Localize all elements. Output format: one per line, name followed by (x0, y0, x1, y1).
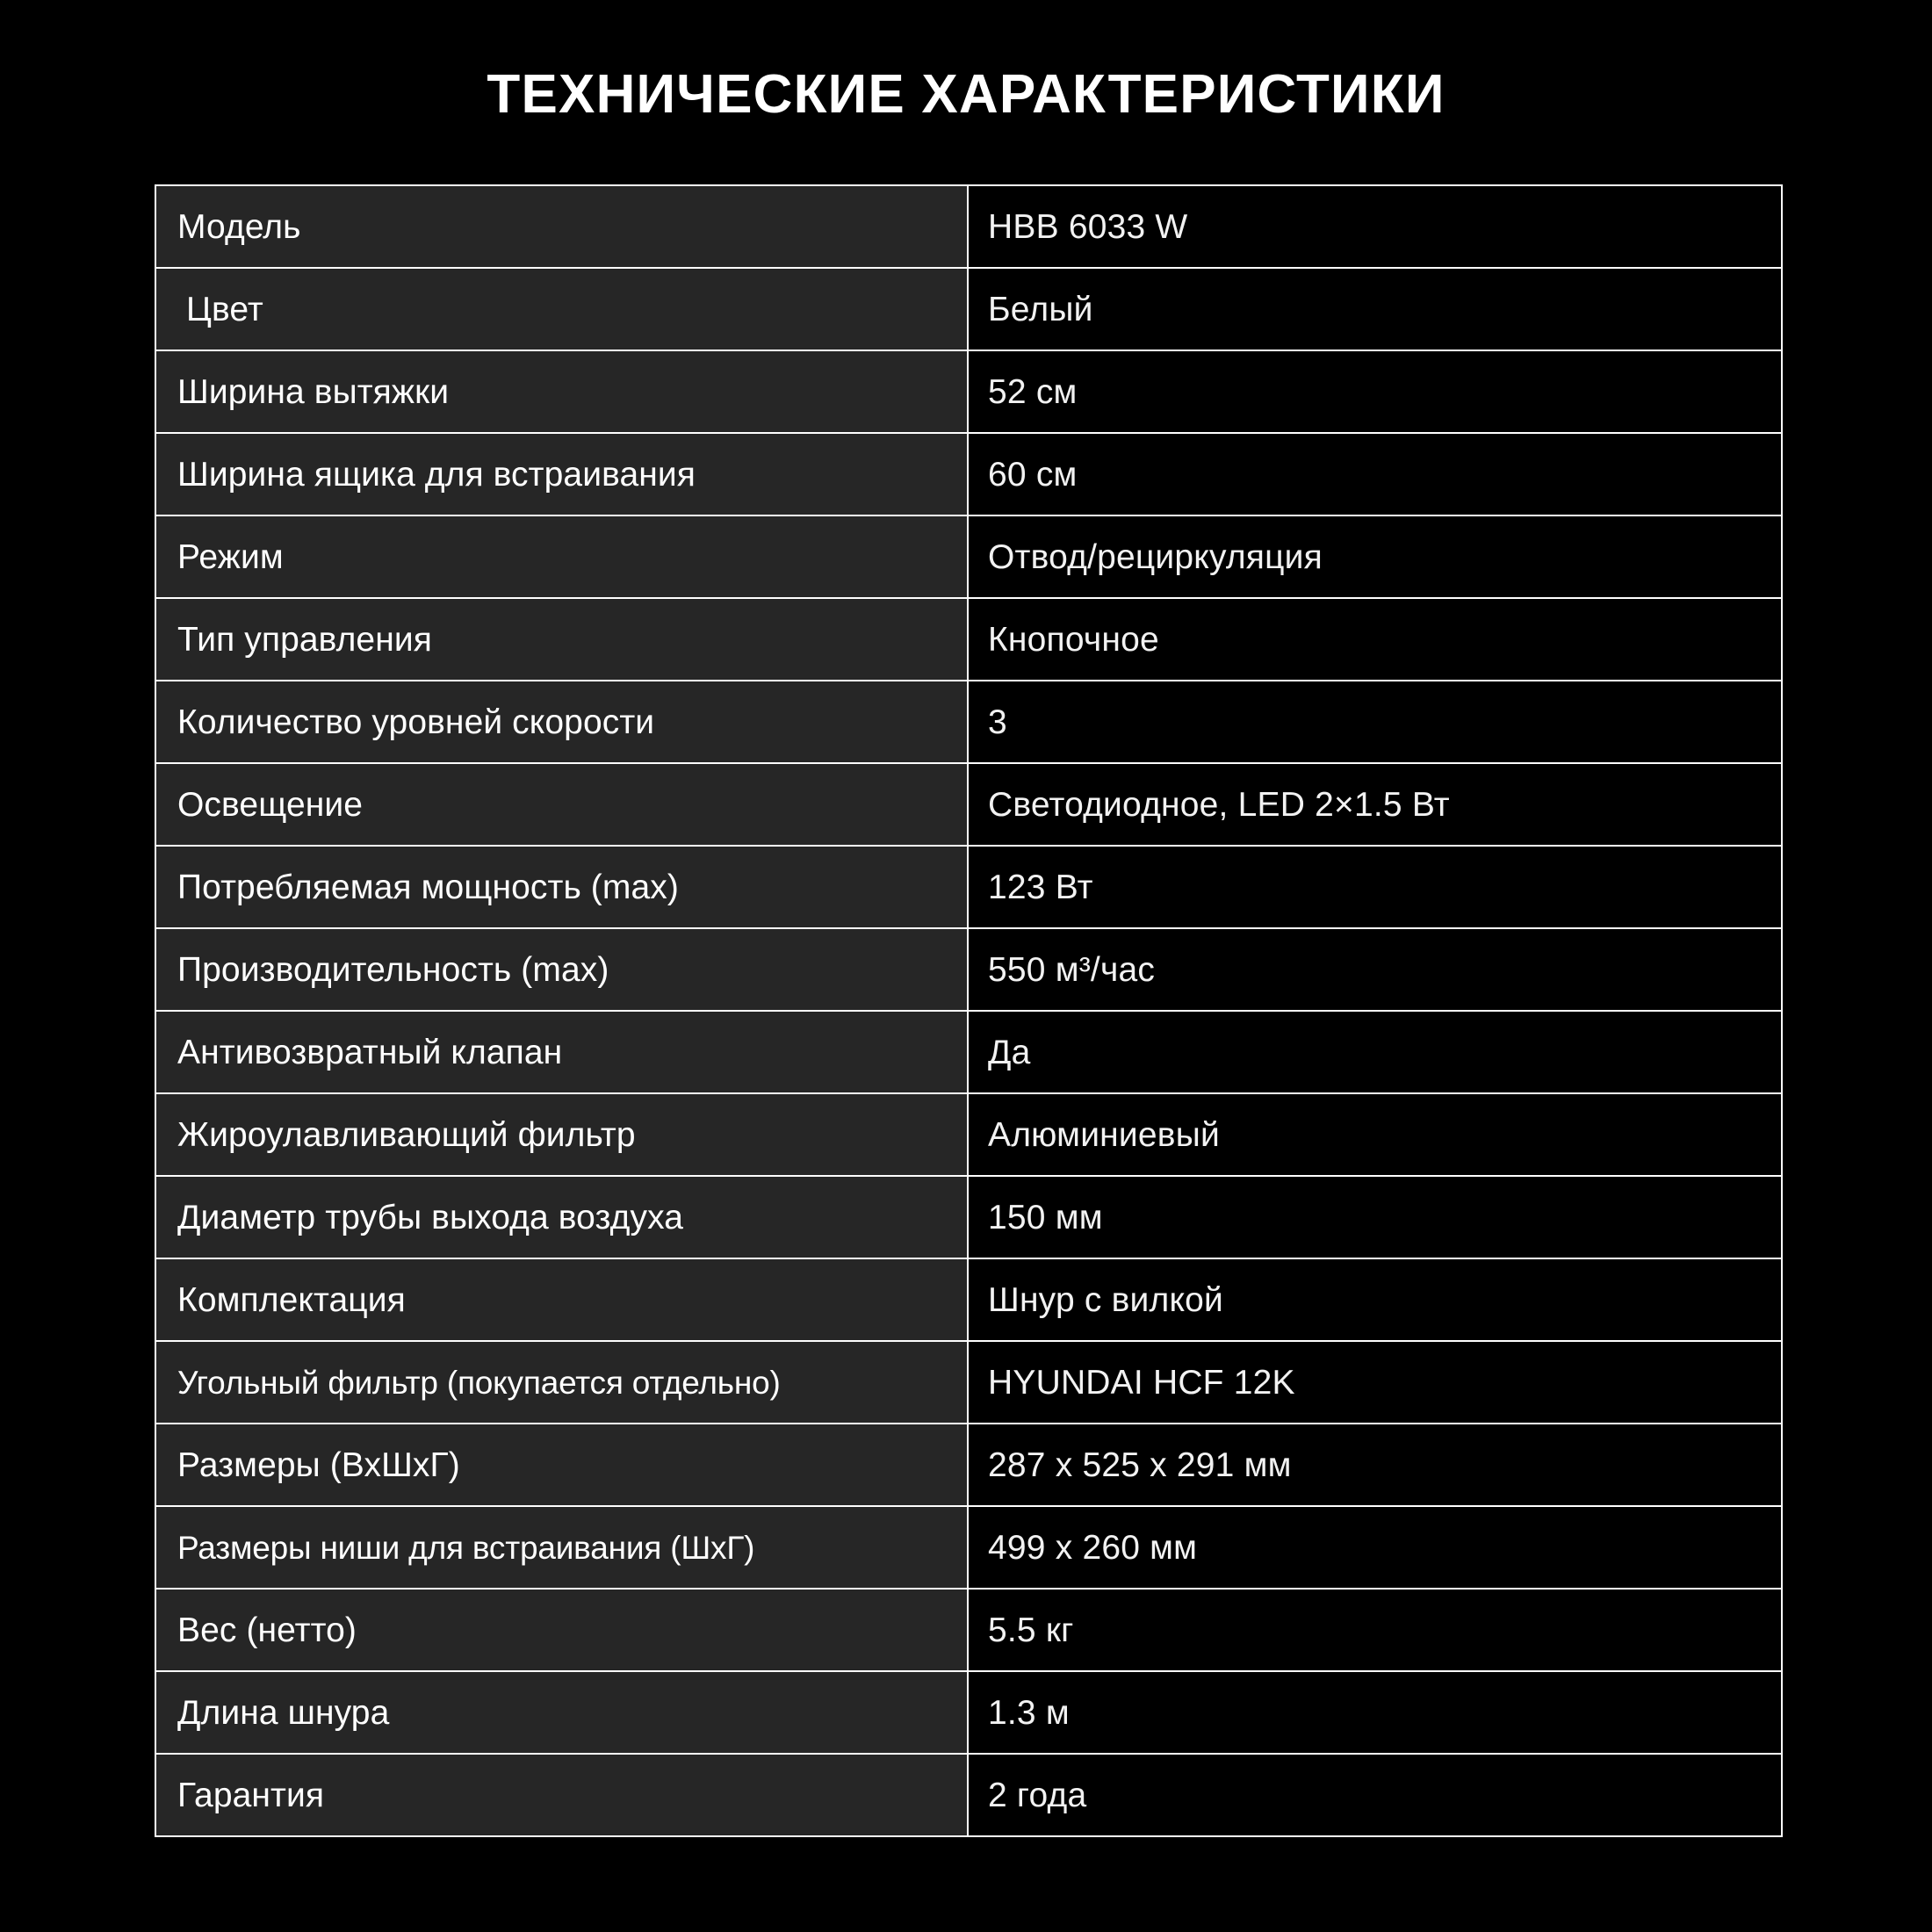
table-row (155, 1176, 1782, 1258)
spec-value-text: 60 см (988, 455, 1078, 494)
specifications-table-body (155, 185, 1782, 1836)
page-title: ТЕХНИЧЕСКИЕ ХАРАКТЕРИСТИКИ (487, 64, 1445, 125)
spec-value-text: 123 Вт (988, 868, 1093, 906)
specifications-table (155, 184, 1783, 1837)
spec-label-cell (155, 681, 968, 763)
spec-value-text: Отвод/рециркуляция (988, 537, 1323, 576)
table-row (155, 515, 1782, 598)
spec-value-text: Белый (988, 290, 1093, 328)
table-row (155, 598, 1782, 681)
spec-label-text: Цвет (186, 290, 263, 328)
spec-label-text: Угольный фильтр (покупается отдельно) (177, 1364, 781, 1401)
table-row (155, 350, 1782, 433)
spec-label-cell (155, 598, 968, 681)
spec-label-text: Размеры (ВхШхГ) (177, 1445, 460, 1484)
spec-label-cell (155, 1341, 968, 1424)
table-row (155, 846, 1782, 928)
spec-label-cell (155, 350, 968, 433)
spec-value-cell (968, 846, 1782, 928)
spec-label-cell (155, 1093, 968, 1176)
spec-value-cell (968, 1011, 1782, 1093)
table-row (155, 763, 1782, 846)
spec-value-cell (968, 681, 1782, 763)
spec-label-text: Потребляемая мощность (max) (177, 868, 679, 906)
spec-label-text: Количество уровней скорости (177, 703, 655, 741)
spec-value-cell (968, 1424, 1782, 1506)
spec-label-cell (155, 1671, 968, 1754)
spec-value-text: Шнур с вилкой (988, 1280, 1224, 1319)
spec-label-text: Диаметр трубы выхода воздуха (177, 1198, 684, 1236)
spec-label-cell (155, 1589, 968, 1671)
spec-label-text: Тип управления (177, 620, 432, 659)
table-row (155, 1341, 1782, 1424)
spec-value-text: 5.5 кг (988, 1611, 1074, 1649)
spec-value-text: 550 м³/час (988, 950, 1156, 989)
spec-label-text: Жироулавливающий фильтр (177, 1115, 636, 1154)
table-row (155, 268, 1782, 350)
spec-value-text: 2 года (988, 1776, 1087, 1814)
table-row (155, 433, 1782, 515)
spec-value-cell (968, 1671, 1782, 1754)
spec-label-cell (155, 846, 968, 928)
spec-label-cell (155, 1011, 968, 1093)
spec-label-cell (155, 515, 968, 598)
spec-label-text: Антивозвратный клапан (177, 1033, 563, 1071)
table-row (155, 1671, 1782, 1754)
spec-value-cell (968, 1093, 1782, 1176)
spec-label-text: Режим (177, 537, 284, 576)
spec-label-text: Вес (нетто) (177, 1611, 357, 1649)
spec-value-cell (968, 1176, 1782, 1258)
spec-value-text: Кнопочное (988, 620, 1159, 659)
spec-label-text: Ширина вытяжки (177, 372, 450, 411)
table-row (155, 1011, 1782, 1093)
spec-value-text: 1.3 м (988, 1693, 1070, 1732)
spec-value-cell (968, 268, 1782, 350)
spec-label-text: Производительность (max) (177, 950, 609, 989)
spec-value-text: Светодиодное, LED 2×1.5 Вт (988, 785, 1450, 824)
spec-label-text: Модель (177, 207, 301, 246)
spec-label-text: Длина шнура (177, 1693, 390, 1732)
spec-value-text: 3 (988, 703, 1007, 741)
spec-label-cell (155, 1424, 968, 1506)
table-row (155, 1093, 1782, 1176)
spec-label-text: Размеры ниши для встраивания (ШхГ) (177, 1529, 755, 1566)
spec-value-cell (968, 185, 1782, 268)
spec-value-text: 287 х 525 х 291 мм (988, 1445, 1292, 1484)
spec-value-cell (968, 763, 1782, 846)
table-row (155, 185, 1782, 268)
spec-value-text: HBB 6033 W (988, 207, 1188, 246)
spec-value-cell (968, 350, 1782, 433)
table-row (155, 1424, 1782, 1506)
table-row (155, 681, 1782, 763)
spec-label-cell (155, 928, 968, 1011)
spec-value-text: 499 х 260 мм (988, 1528, 1198, 1567)
spec-value-text: Да (988, 1033, 1031, 1071)
spec-value-cell (968, 1258, 1782, 1341)
spec-value-cell (968, 928, 1782, 1011)
spec-value-cell (968, 1506, 1782, 1589)
spec-value-cell (968, 598, 1782, 681)
spec-value-text: Алюминиевый (988, 1115, 1220, 1154)
spec-label-cell (155, 1506, 968, 1589)
spec-label-text: Освещение (177, 785, 364, 824)
spec-value-cell (968, 1589, 1782, 1671)
spec-label-cell (155, 1754, 968, 1836)
spec-label-cell (155, 268, 968, 350)
spec-label-cell (155, 1258, 968, 1341)
spec-label-cell (155, 433, 968, 515)
spec-value-text: HYUNDAI HCF 12K (988, 1363, 1295, 1402)
spec-value-text: 52 см (988, 372, 1078, 411)
spec-label-cell (155, 1176, 968, 1258)
spec-label-text: Гарантия (177, 1776, 325, 1814)
spec-label-cell (155, 185, 968, 268)
spec-label-text: Ширина ящика для встраивания (177, 455, 696, 494)
spec-value-cell (968, 1341, 1782, 1424)
table-row (155, 1589, 1782, 1671)
spec-label-cell (155, 763, 968, 846)
spec-value-cell (968, 433, 1782, 515)
table-row (155, 928, 1782, 1011)
spec-value-cell (968, 1754, 1782, 1836)
table-row (155, 1506, 1782, 1589)
spec-value-text: 150 мм (988, 1198, 1103, 1236)
spec-value-cell (968, 515, 1782, 598)
spec-label-text: Комплектация (177, 1280, 406, 1319)
table-row (155, 1754, 1782, 1836)
table-row (155, 1258, 1782, 1341)
